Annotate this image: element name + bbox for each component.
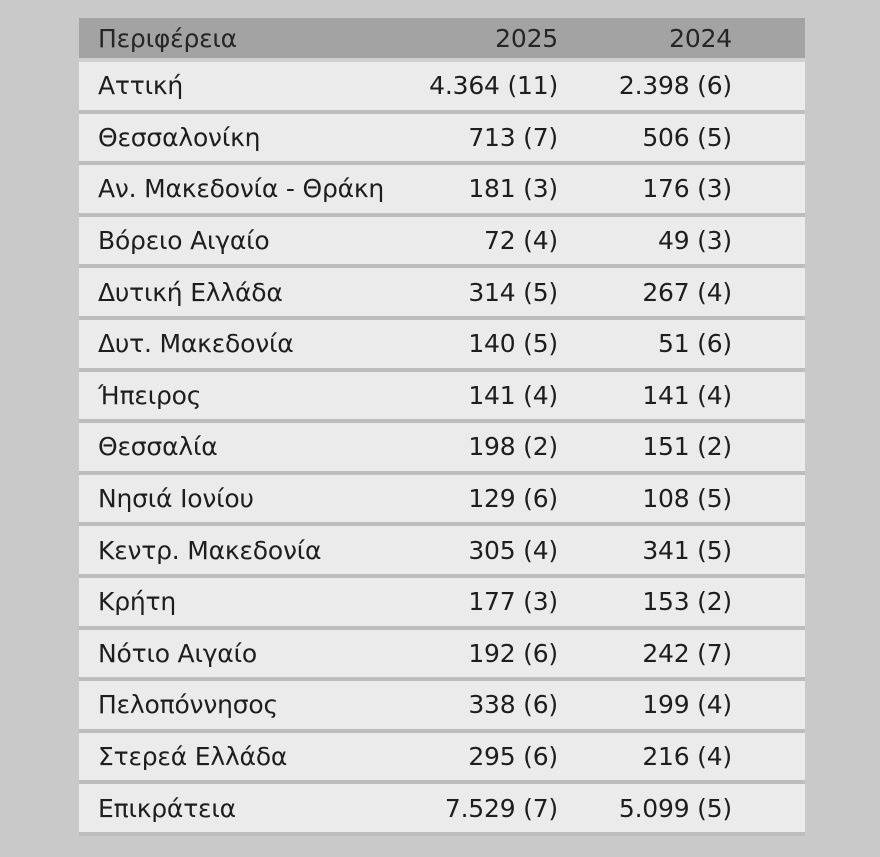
region-name-cell: Κεντρ. Μακεδονία bbox=[98, 535, 322, 565]
column-header-2024: 2024 bbox=[669, 23, 732, 53]
value-2025-cell: 295 (6) bbox=[468, 742, 558, 772]
table-row bbox=[79, 114, 805, 166]
region-name-cell: Ήπειρος bbox=[98, 380, 202, 410]
region-name-cell: Νότιο Αιγαίο bbox=[98, 638, 257, 668]
region-name-cell: Δυτ. Μακεδονία bbox=[98, 329, 294, 359]
region-name-cell: Θεσσαλονίκη bbox=[98, 122, 261, 152]
value-2024-cell: 242 (7) bbox=[642, 638, 732, 668]
value-2025-cell: 338 (6) bbox=[468, 690, 558, 720]
value-2024-cell: 176 (3) bbox=[642, 174, 732, 204]
region-name-cell: Βόρειο Αιγαίο bbox=[98, 226, 270, 256]
value-2025-cell: 314 (5) bbox=[468, 277, 558, 307]
value-2024-cell: 5.099 (5) bbox=[618, 793, 732, 823]
value-2025-cell: 72 (4) bbox=[484, 226, 558, 256]
value-2024-cell: 51 (6) bbox=[658, 329, 732, 359]
region-name-cell: Αττική bbox=[98, 71, 184, 101]
value-2024-cell: 506 (5) bbox=[642, 122, 732, 152]
table-row bbox=[79, 475, 805, 527]
value-2025-cell: 129 (6) bbox=[468, 484, 558, 514]
value-2025-cell: 181 (3) bbox=[468, 174, 558, 204]
value-2025-cell: 7.529 (7) bbox=[444, 793, 558, 823]
value-2024-cell: 216 (4) bbox=[642, 742, 732, 772]
value-2024-cell: 2.398 (6) bbox=[618, 71, 732, 101]
value-2025-cell: 141 (4) bbox=[468, 380, 558, 410]
region-name-cell: Στερεά Ελλάδα bbox=[98, 742, 288, 772]
table-row bbox=[79, 578, 805, 630]
table-row bbox=[79, 630, 805, 682]
region-name-cell: Κρήτη bbox=[98, 587, 177, 617]
value-2024-cell: 141 (4) bbox=[642, 380, 732, 410]
value-2025-cell: 713 (7) bbox=[468, 122, 558, 152]
value-2025-cell: 140 (5) bbox=[468, 329, 558, 359]
table-row bbox=[79, 165, 805, 217]
region-name-cell: Πελοπόννησος bbox=[98, 690, 278, 720]
value-2025-cell: 192 (6) bbox=[468, 638, 558, 668]
region-name-cell: Δυτική Ελλάδα bbox=[98, 277, 283, 307]
value-2024-cell: 199 (4) bbox=[642, 690, 732, 720]
column-header-region: Περιφέρεια bbox=[98, 23, 237, 53]
region-name-cell: Επικράτεια bbox=[98, 793, 236, 823]
value-2025-cell: 177 (3) bbox=[468, 587, 558, 617]
table-row bbox=[79, 268, 805, 320]
value-2025-cell: 305 (4) bbox=[468, 535, 558, 565]
value-2024-cell: 108 (5) bbox=[642, 484, 732, 514]
region-name-cell: Αν. Μακεδονία - Θράκη bbox=[98, 174, 385, 204]
value-2025-cell: 198 (2) bbox=[468, 432, 558, 462]
table-body bbox=[79, 62, 805, 836]
value-2024-cell: 341 (5) bbox=[642, 535, 732, 565]
table-row bbox=[79, 217, 805, 269]
value-2024-cell: 267 (4) bbox=[642, 277, 732, 307]
table-header-row bbox=[79, 18, 805, 62]
table-row bbox=[79, 526, 805, 578]
table-row bbox=[79, 423, 805, 475]
table-row bbox=[79, 372, 805, 424]
table-row bbox=[79, 784, 805, 836]
regions-table bbox=[79, 18, 805, 836]
value-2024-cell: 151 (2) bbox=[642, 432, 732, 462]
value-2024-cell: 49 (3) bbox=[658, 226, 732, 256]
table-row bbox=[79, 733, 805, 785]
value-2025-cell: 4.364 (11) bbox=[429, 71, 558, 101]
value-2024-cell: 153 (2) bbox=[642, 587, 732, 617]
table-row bbox=[79, 62, 805, 114]
region-name-cell: Θεσσαλία bbox=[98, 432, 218, 462]
table-row bbox=[79, 681, 805, 733]
column-header-2025: 2025 bbox=[495, 23, 558, 53]
region-name-cell: Νησιά Ιονίου bbox=[98, 484, 254, 514]
table-row bbox=[79, 320, 805, 372]
